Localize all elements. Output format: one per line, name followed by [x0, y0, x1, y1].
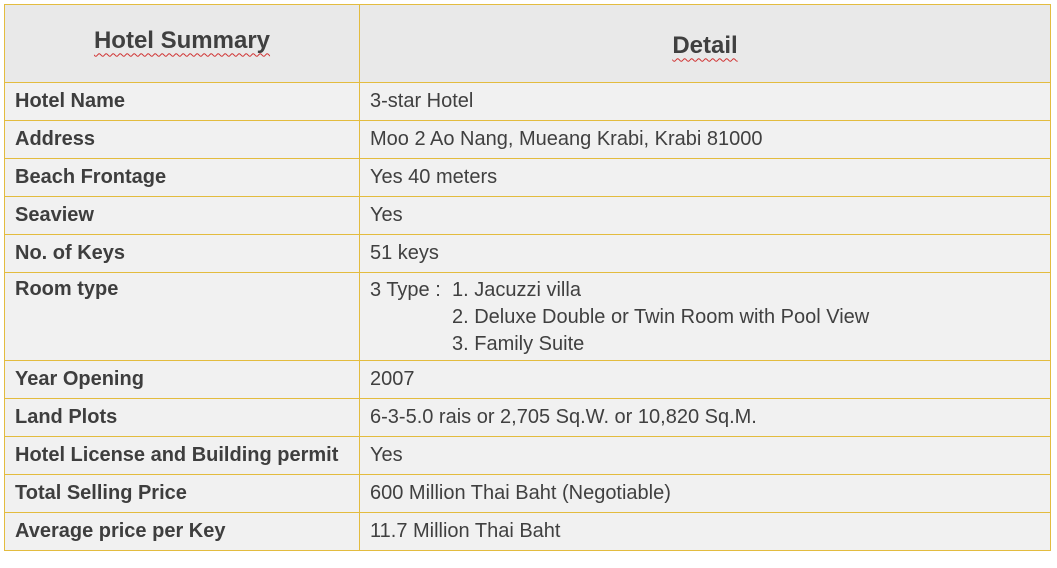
room-type-item: 2. Deluxe Double or Twin Room with Pool View — [452, 306, 870, 328]
row-value-no-of-keys: 51 keys — [360, 235, 1051, 273]
table-row — [5, 235, 1051, 273]
header-hotel-summary-label: Hotel Summary — [93, 26, 271, 54]
room-type-item: 3. Family Suite — [452, 333, 585, 355]
table-row — [5, 437, 1051, 475]
row-value-land-plots: 6-3-5.0 rais or 2,705 Sq.W. or 10,820 Sq.M. — [360, 399, 1051, 437]
table-row — [5, 197, 1051, 235]
table-row — [5, 121, 1051, 159]
table-row — [5, 83, 1051, 121]
header-detail — [360, 5, 1051, 83]
header-hotel-summary — [5, 5, 360, 83]
room-type-list — [370, 278, 1050, 356]
row-value-year-opening: 2007 — [360, 361, 1051, 399]
row-value-beach-frontage: Yes 40 meters — [360, 159, 1051, 197]
row-value-hotel-license: Yes — [360, 437, 1051, 475]
row-value-seaview: Yes — [360, 197, 1051, 235]
row-key-year-opening: Year Opening — [5, 361, 360, 399]
row-key-beach-frontage: Beach Frontage — [5, 159, 360, 197]
row-key-hotel-name: Hotel Name — [5, 83, 360, 121]
header-detail-label: Detail — [672, 31, 738, 59]
row-value-room-type — [360, 273, 1051, 361]
table-row — [5, 159, 1051, 197]
room-type-lead: 3 Type : — [370, 279, 441, 301]
row-key-land-plots: Land Plots — [5, 399, 360, 437]
row-key-seaview: Seaview — [5, 197, 360, 235]
row-key-address: Address — [5, 121, 360, 159]
row-key-room-type: Room type — [5, 273, 360, 361]
row-key-average-price-per-key: Average price per Key — [5, 513, 360, 551]
row-key-hotel-license: Hotel License and Building permit — [5, 437, 360, 475]
table-row — [5, 513, 1051, 551]
row-key-total-selling-price: Total Selling Price — [5, 475, 360, 513]
row-value-hotel-name: 3-star Hotel — [360, 83, 1051, 121]
room-type-item: 1. Jacuzzi villa — [452, 279, 581, 301]
row-value-address: Moo 2 Ao Nang, Mueang Krabi, Krabi 81000 — [360, 121, 1051, 159]
row-key-no-of-keys: No. of Keys — [5, 235, 360, 273]
table-row — [5, 475, 1051, 513]
table-header-row — [5, 5, 1051, 83]
hotel-summary-table — [4, 4, 1051, 551]
table-row — [5, 273, 1051, 361]
table-row — [5, 399, 1051, 437]
row-value-total-selling-price: 600 Million Thai Baht (Negotiable) — [360, 475, 1051, 513]
table-row — [5, 361, 1051, 399]
row-value-average-price-per-key: 11.7 Million Thai Baht — [360, 513, 1051, 551]
